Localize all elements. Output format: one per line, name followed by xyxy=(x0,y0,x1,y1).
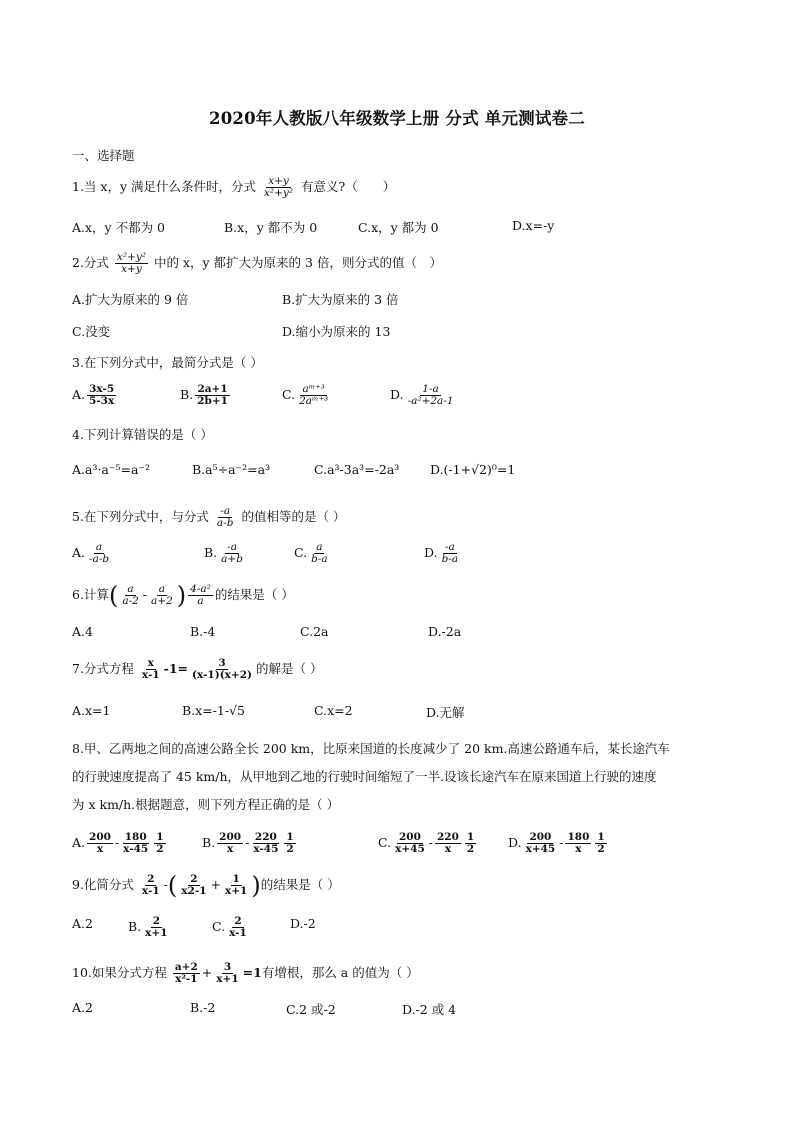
option-b[interactable]: B. $\frac{2}{x+1}$ xyxy=(128,915,168,939)
option-c[interactable]: C.没变 xyxy=(72,324,111,339)
option-c[interactable]: C.2 或-2 xyxy=(286,1002,336,1017)
option-a[interactable]: A.扩大为原来的 9 倍 xyxy=(72,292,189,307)
option-c[interactable]: C.a³-3a³=-2a³ xyxy=(314,462,400,477)
option-b[interactable]: B.-4 xyxy=(190,624,216,639)
option-a[interactable]: A.4 xyxy=(72,624,93,639)
question-5-options xyxy=(72,542,732,570)
question-10-options xyxy=(72,1000,732,1020)
question-1-options xyxy=(72,218,732,238)
question-2-options-row2 xyxy=(72,322,732,342)
option-a[interactable]: A. $\frac{a}{-a-b}$ xyxy=(72,541,110,565)
question-7-options xyxy=(72,703,732,723)
option-b[interactable]: B.-2 xyxy=(190,1000,216,1015)
option-d[interactable]: D.-2 xyxy=(290,916,316,931)
question-5: 5.在下列分式中，与分式 $\frac{-a}{a-b}$ 的值相等的是（ ） xyxy=(72,505,346,529)
option-b[interactable]: B.a⁵÷a⁻²=a³ xyxy=(192,462,271,477)
question-9-options xyxy=(72,916,732,944)
question-2-options-row1 xyxy=(72,290,732,310)
option-c[interactable]: C. $\frac{a}{b-a}$ xyxy=(294,541,328,565)
question-6-options xyxy=(72,624,732,644)
option-a[interactable]: A. $\frac{200}{x}$ - $\frac{180}{x-45}$ $\frac{1}{2}$ xyxy=(72,831,164,855)
option-d[interactable]: D.(-1+√2)⁰=1 xyxy=(430,462,516,477)
option-a[interactable]: A.2 xyxy=(72,1000,93,1015)
question-1: 1.当 x，y 满足什么条件时，分式 $\frac{x+y}{\text{x²+y²}}$ 有意义?（ ） xyxy=(72,175,396,199)
question-7: 7.分式方程 $\frac{x}{x-1}$ -1= $\frac{3}{(x-1)(x+2)}$ 的解是（ ） xyxy=(72,657,323,681)
option-b[interactable]: B.x=-1-√5 xyxy=(182,703,246,718)
option-c[interactable]: C. $\frac{2}{x-1}$ xyxy=(212,915,247,939)
question-4-options xyxy=(72,462,732,482)
option-b[interactable]: B. $\frac{200}{x}$ - $\frac{220}{x-45}$ $\frac{1}{2}$ xyxy=(202,831,294,855)
question-9: 9.化简分式 $\frac{2}{x-1}$ -( $\frac{2}{x2-1}$ + $\frac{1}{x+1}$ )的结果是（ ） xyxy=(72,871,340,900)
option-d[interactable]: D.缩小为原来的 13 xyxy=(282,324,391,339)
option-a[interactable]: A. $\frac{3x-5}{5-3x}$ xyxy=(72,383,115,407)
question-8: 8.甲、乙两地之间的高速公路全长 200 km，比原来国道的长度减少了 20 km.高速公路通车后，某长途汽车 的行驶速度提高了 45 km/h，从甲地到乙地的行驶时间缩短了一半.设该长途汽车在原来国道上行驶的速度 为 x km/h.根据题意，则下列方程正确的是（ ） xyxy=(72,741,670,812)
option-c[interactable]: C.2a xyxy=(300,624,329,639)
option-b[interactable]: B.x，y 都不为 0 xyxy=(224,220,318,235)
option-d[interactable]: D. $\frac{1-a}{\text{-a²+2a-1}}$ xyxy=(390,383,454,407)
option-c[interactable]: C.x=2 xyxy=(314,703,353,718)
option-a[interactable]: A.x=1 xyxy=(72,703,111,718)
option-d[interactable]: D. $\frac{-a}{b-a}$ xyxy=(424,541,459,565)
option-a[interactable]: A.x，y 不都为 0 xyxy=(72,220,166,235)
question-4: 4.下列计算错误的是（ ） xyxy=(72,427,213,442)
option-d[interactable]: D.无解 xyxy=(426,705,465,720)
option-b[interactable]: B. $\frac{-a}{a+b}$ xyxy=(204,541,243,565)
fraction: $\frac{x+y}{\text{x²+y²}}$ xyxy=(263,175,294,199)
option-a[interactable]: A.a³·a⁻⁵=a⁻² xyxy=(72,462,151,477)
option-b[interactable]: B.扩大为原来的 3 倍 xyxy=(282,292,399,307)
section-heading: 一、选择题 xyxy=(72,148,135,163)
question-3: 3.在下列分式中，最简分式是（ ） xyxy=(72,355,263,370)
option-d[interactable]: D. $\frac{200}{x+45}$ - $\frac{180}{x}$ $\frac{1}{2}$ xyxy=(508,831,605,855)
option-b[interactable]: B. $\frac{2a+1}{2b+1}$ xyxy=(180,383,228,407)
option-c[interactable]: C. $\frac{\text{aᵐ⁺³}}{\text{2aᵐ⁺³}}$ xyxy=(282,383,329,407)
question-10: 10.如果分式方程 $\frac{a+2}{\text{x²-1}}$ + $\frac{3}{x+1}$ =1有增根，那么 a 的值为（ ） xyxy=(72,961,419,985)
option-c[interactable]: C.x，y 都为 0 xyxy=(358,220,439,235)
question-8-options xyxy=(72,832,732,860)
question-2: 2.分式 $\frac{\text{x²+y²}}{x+y}$ 中的 x，y 都扩大为原来的 3 倍，则分式的值（ ） xyxy=(72,251,442,275)
option-d[interactable]: D.-2 或 4 xyxy=(402,1002,457,1017)
option-c[interactable]: C. $\frac{200}{x+45}$ - $\frac{220}{x}$ $\frac{1}{2}$ xyxy=(378,831,475,855)
question-6: 6.计算( $\frac{a}{a-2}$ - $\frac{a}{a+2}$ ) $\frac{\text{4-a²}}{a}$ 的结果是（ ） xyxy=(72,581,294,610)
fraction: $\frac{\text{x²+y²}}{x+y}$ xyxy=(116,251,146,275)
option-d[interactable]: D.x=-y xyxy=(512,218,555,233)
page-title: 2020年人教版八年级数学上册 分式 单元测试卷二 xyxy=(209,109,585,128)
option-a[interactable]: A.2 xyxy=(72,916,93,931)
option-d[interactable]: D.-2a xyxy=(428,624,462,639)
question-3-options xyxy=(72,384,732,414)
